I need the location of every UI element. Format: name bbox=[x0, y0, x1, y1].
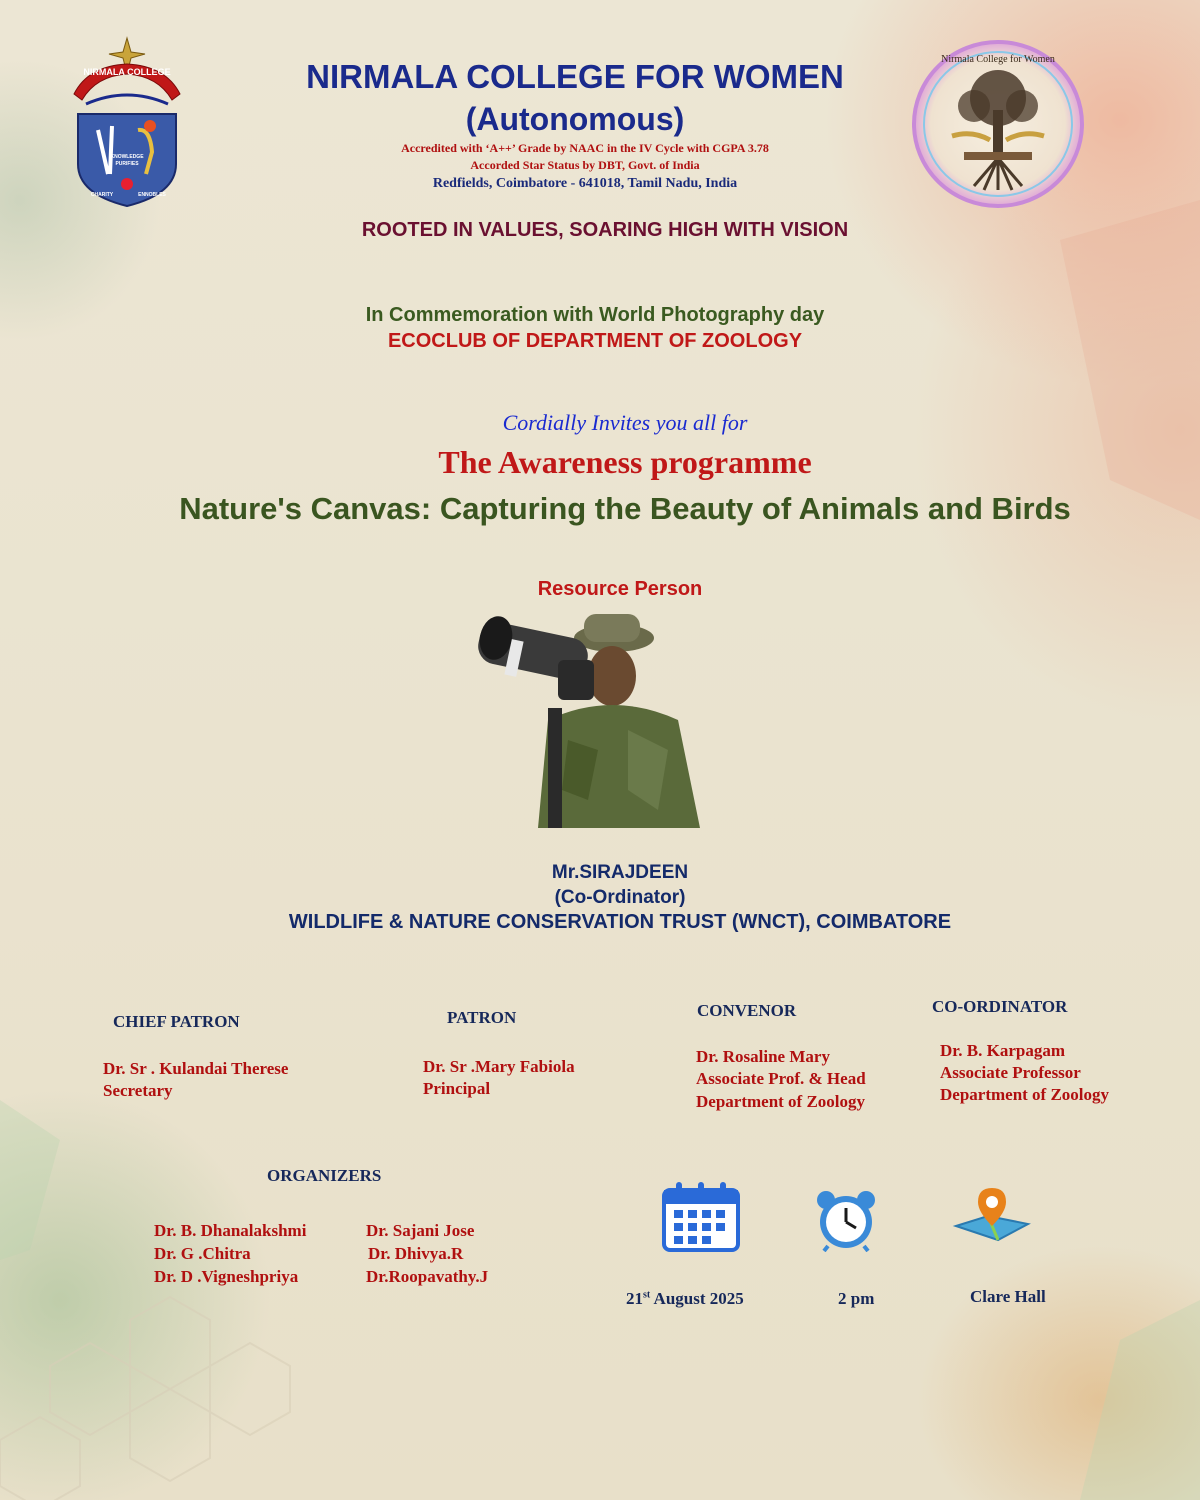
college-crest-logo bbox=[68, 34, 186, 210]
location-pin-icon bbox=[952, 1186, 1032, 1246]
organizing-club: ECOCLUB OF DEPARTMENT OF ZOOLOGY bbox=[387, 330, 803, 352]
resource-person-organization: WILDLIFE & NATURE CONSERVATION TRUST (WNCT), COIMBATORE bbox=[288, 911, 952, 933]
college-name: NIRMALA COLLEGE FOR WOMEN bbox=[306, 58, 844, 95]
organizer-name: Dr. B. Dhanalakshmi bbox=[154, 1221, 307, 1240]
event-time: 2 pm bbox=[838, 1289, 875, 1308]
coordinator-designation: Associate Professor bbox=[940, 1063, 1081, 1082]
tree-emblem-logo bbox=[912, 40, 1084, 208]
accreditation-line-1: Accredited with ‘A++’ Grade by NAAC in the IV Cycle with CGPA 3.78 bbox=[401, 141, 769, 155]
resource-person-photo bbox=[478, 600, 700, 828]
invitation-text: Cordially Invites you all for bbox=[502, 410, 748, 435]
chief-patron-designation: Secretary bbox=[103, 1081, 173, 1100]
crest-motto-4: ENNOBLES bbox=[138, 192, 166, 198]
emblem-arc-text: Nirmala College for Women bbox=[941, 54, 1055, 65]
crest-banner-text: NIRMALA COLLEGE bbox=[83, 67, 171, 77]
organizer-name: Dr.Roopavathy.J bbox=[366, 1267, 489, 1286]
programme-theme: Nature's Canvas: Capturing the Beauty of Animals and Birds bbox=[179, 491, 1071, 526]
resource-person-name: Mr.SIRAJDEEN bbox=[551, 862, 689, 883]
patron-designation: Principal bbox=[423, 1079, 491, 1098]
resource-person-role: (Co-Ordinator) bbox=[554, 887, 686, 908]
event-date-suffix: st bbox=[643, 1289, 651, 1301]
organizer-name: Dr. Dhivya.R bbox=[368, 1244, 464, 1263]
programme-title: The Awareness programme bbox=[438, 444, 812, 480]
event-venue: Clare Hall bbox=[970, 1287, 1046, 1306]
crest-motto-2: PURIFIES bbox=[115, 161, 139, 167]
coordinator-title: CO-ORDINATOR bbox=[932, 997, 1068, 1016]
event-date-month-year: August 2025 bbox=[650, 1289, 744, 1308]
event-date-day: 21 bbox=[626, 1289, 643, 1308]
crest-motto-1: KNOWLEDGE bbox=[110, 154, 144, 160]
chief-patron-title: CHIEF PATRON bbox=[113, 1012, 240, 1031]
event-date bbox=[626, 1289, 744, 1309]
college-address: Redfields, Coimbatore - 641018, Tamil Nadu, India bbox=[432, 176, 738, 191]
convenor-designation: Associate Prof. & Head bbox=[696, 1069, 866, 1088]
organizer-name: Dr. G .Chitra bbox=[154, 1244, 251, 1263]
resource-person-heading: Resource Person bbox=[537, 578, 703, 600]
coordinator-name: Dr. B. Karpagam bbox=[940, 1041, 1065, 1060]
calendar-icon bbox=[660, 1180, 742, 1252]
college-motto: ROOTED IN VALUES, SOARING HIGH WITH VISION bbox=[361, 219, 849, 241]
convenor-department: Department of Zoology bbox=[696, 1092, 866, 1111]
organizer-name: Dr. D .Vigneshpriya bbox=[154, 1267, 299, 1286]
accreditation-line-2: Accorded Star Status by DBT, Govt. of India bbox=[470, 158, 700, 172]
crest-motto-3: CHARITY bbox=[90, 192, 114, 198]
patron-title: PATRON bbox=[447, 1008, 517, 1027]
commemoration-line: In Commemoration with World Photography day bbox=[365, 304, 825, 326]
convenor-name: Dr. Rosaline Mary bbox=[696, 1047, 830, 1066]
organizers-title: ORGANIZERS bbox=[267, 1166, 382, 1185]
patron-name: Dr. Sr .Mary Fabiola bbox=[423, 1057, 575, 1076]
autonomous-status: (Autonomous) bbox=[465, 101, 685, 137]
alarm-clock-icon bbox=[812, 1188, 880, 1252]
chief-patron-name: Dr. Sr . Kulandai Therese bbox=[103, 1059, 289, 1078]
organizer-name: Dr. Sajani Jose bbox=[366, 1221, 475, 1240]
convenor-title: CONVENOR bbox=[697, 1001, 797, 1020]
coordinator-department: Department of Zoology bbox=[940, 1085, 1110, 1104]
